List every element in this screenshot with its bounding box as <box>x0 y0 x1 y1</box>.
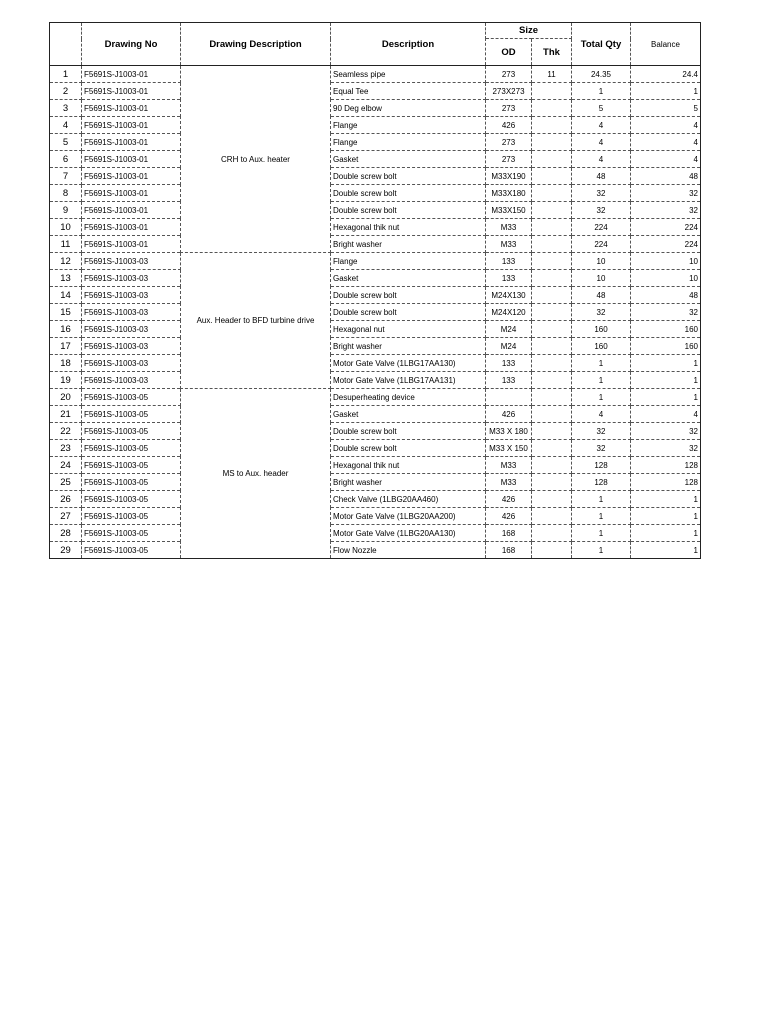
row-number: 24 <box>50 457 82 474</box>
row-number: 4 <box>50 117 82 134</box>
balance: 32 <box>631 202 701 219</box>
total-qty: 4 <box>572 151 631 168</box>
total-qty: 4 <box>572 406 631 423</box>
size-thk <box>532 83 572 100</box>
size-thk <box>532 406 572 423</box>
size-thk <box>532 389 572 406</box>
materials-table <box>49 22 701 559</box>
total-qty: 4 <box>572 117 631 134</box>
drawing-number: F5691S-J1003-01 <box>82 236 181 253</box>
size-thk <box>532 151 572 168</box>
row-number: 16 <box>50 321 82 338</box>
item-description: Flange <box>331 134 486 151</box>
item-description: Flange <box>331 253 486 270</box>
size-od: M24 <box>486 321 532 338</box>
row-number: 28 <box>50 525 82 542</box>
balance: 1 <box>631 508 701 525</box>
item-description: Gasket <box>331 151 486 168</box>
drawing-number: F5691S-J1003-03 <box>82 304 181 321</box>
total-qty: 160 <box>572 321 631 338</box>
size-od: M33X150 <box>486 202 532 219</box>
item-description: Motor Gate Valve (1LBG17AA130) <box>331 355 486 372</box>
item-description: Desuperheating device <box>331 389 486 406</box>
header-total-qty: Total Qty <box>572 23 631 66</box>
row-number: 18 <box>50 355 82 372</box>
total-qty: 1 <box>572 491 631 508</box>
size-od: 426 <box>486 491 532 508</box>
table-row <box>50 66 701 83</box>
item-description: Bright washer <box>331 474 486 491</box>
size-thk <box>532 185 572 202</box>
balance: 1 <box>631 355 701 372</box>
row-number: 20 <box>50 389 82 406</box>
header-drawing-description: Drawing Description <box>181 23 331 66</box>
total-qty: 224 <box>572 219 631 236</box>
balance: 4 <box>631 151 701 168</box>
size-od: M33 X 150 <box>486 440 532 457</box>
row-number: 29 <box>50 542 82 559</box>
item-description: Hexagonal thik nut <box>331 457 486 474</box>
size-thk <box>532 423 572 440</box>
item-description: Gasket <box>331 270 486 287</box>
balance: 224 <box>631 219 701 236</box>
size-od: 426 <box>486 117 532 134</box>
item-description: Motor Gate Valve (1LBG17AA131) <box>331 372 486 389</box>
item-description: Motor Gate Valve (1LBG20AA130) <box>331 525 486 542</box>
drawing-number: F5691S-J1003-05 <box>82 542 181 559</box>
size-thk <box>532 253 572 270</box>
table-row <box>50 100 701 117</box>
size-od: 168 <box>486 525 532 542</box>
size-od: M33 <box>486 219 532 236</box>
size-thk <box>532 372 572 389</box>
size-thk <box>532 134 572 151</box>
drawing-number: F5691S-J1003-05 <box>82 508 181 525</box>
table-row <box>50 236 701 253</box>
drawing-number: F5691S-J1003-05 <box>82 440 181 457</box>
table-row <box>50 457 701 474</box>
row-number: 22 <box>50 423 82 440</box>
drawing-number: F5691S-J1003-03 <box>82 372 181 389</box>
balance: 32 <box>631 423 701 440</box>
row-number: 1 <box>50 66 82 83</box>
drawing-number: F5691S-J1003-05 <box>82 423 181 440</box>
header-size: Size <box>486 23 572 39</box>
drawing-number: F5691S-J1003-03 <box>82 270 181 287</box>
size-od: M33 <box>486 474 532 491</box>
size-od: 133 <box>486 355 532 372</box>
balance: 5 <box>631 100 701 117</box>
size-od: M33X180 <box>486 185 532 202</box>
header-sno <box>50 23 82 66</box>
size-od: 426 <box>486 406 532 423</box>
drawing-number: F5691S-J1003-01 <box>82 202 181 219</box>
total-qty: 1 <box>572 83 631 100</box>
table-row <box>50 83 701 100</box>
size-thk <box>532 100 572 117</box>
size-od <box>486 389 532 406</box>
balance: 4 <box>631 117 701 134</box>
header-drawing-no: Drawing No <box>82 23 181 66</box>
table-row <box>50 372 701 389</box>
drawing-number: F5691S-J1003-03 <box>82 287 181 304</box>
row-number: 19 <box>50 372 82 389</box>
table-header <box>50 23 701 66</box>
header-description: Description <box>331 23 486 66</box>
size-thk <box>532 491 572 508</box>
size-od: M33X190 <box>486 168 532 185</box>
size-od: 133 <box>486 253 532 270</box>
header-balance: Balance <box>631 23 701 66</box>
table-row <box>50 440 701 457</box>
row-number: 12 <box>50 253 82 270</box>
item-description: Flow Nozzle <box>331 542 486 559</box>
drawing-number: F5691S-J1003-01 <box>82 185 181 202</box>
row-number: 15 <box>50 304 82 321</box>
item-description: Gasket <box>331 406 486 423</box>
size-thk <box>532 219 572 236</box>
drawing-number: F5691S-J1003-01 <box>82 168 181 185</box>
row-number: 17 <box>50 338 82 355</box>
drawing-description: Aux. Header to BFD turbine drive <box>181 253 331 389</box>
total-qty: 1 <box>572 355 631 372</box>
size-od: M24X130 <box>486 287 532 304</box>
drawing-number: F5691S-J1003-03 <box>82 355 181 372</box>
table-row <box>50 168 701 185</box>
drawing-number: F5691S-J1003-01 <box>82 151 181 168</box>
size-od: 133 <box>486 270 532 287</box>
item-description: Double screw bolt <box>331 423 486 440</box>
item-description: Double screw bolt <box>331 440 486 457</box>
item-description: Seamless pipe <box>331 66 486 83</box>
table-row <box>50 491 701 508</box>
balance: 24.4 <box>631 66 701 83</box>
total-qty: 224 <box>572 236 631 253</box>
item-description: Hexagonal thik nut <box>331 219 486 236</box>
drawing-number: F5691S-J1003-01 <box>82 100 181 117</box>
total-qty: 32 <box>572 202 631 219</box>
header-od: OD <box>486 39 532 66</box>
size-od: 168 <box>486 542 532 559</box>
balance: 4 <box>631 134 701 151</box>
table-row <box>50 355 701 372</box>
drawing-number: F5691S-J1003-01 <box>82 66 181 83</box>
table-row <box>50 423 701 440</box>
row-number: 14 <box>50 287 82 304</box>
total-qty: 32 <box>572 304 631 321</box>
table-row <box>50 219 701 236</box>
table-row <box>50 151 701 168</box>
table-row <box>50 321 701 338</box>
balance: 1 <box>631 83 701 100</box>
row-number: 21 <box>50 406 82 423</box>
item-description: Bright washer <box>331 236 486 253</box>
balance: 1 <box>631 525 701 542</box>
item-description: 90 Deg elbow <box>331 100 486 117</box>
item-description: Hexagonal nut <box>331 321 486 338</box>
row-number: 26 <box>50 491 82 508</box>
total-qty: 1 <box>572 542 631 559</box>
table-row <box>50 406 701 423</box>
drawing-number: F5691S-J1003-03 <box>82 253 181 270</box>
item-description: Double screw bolt <box>331 287 486 304</box>
drawing-number: F5691S-J1003-03 <box>82 321 181 338</box>
total-qty: 128 <box>572 457 631 474</box>
drawing-number: F5691S-J1003-05 <box>82 474 181 491</box>
total-qty: 4 <box>572 134 631 151</box>
size-thk <box>532 508 572 525</box>
drawing-number: F5691S-J1003-05 <box>82 457 181 474</box>
row-number: 11 <box>50 236 82 253</box>
balance: 1 <box>631 389 701 406</box>
size-od: 273 <box>486 66 532 83</box>
row-number: 8 <box>50 185 82 202</box>
size-thk <box>532 440 572 457</box>
row-number: 6 <box>50 151 82 168</box>
table-row <box>50 253 701 270</box>
table-row <box>50 542 701 559</box>
item-description: Double screw bolt <box>331 304 486 321</box>
size-thk <box>532 202 572 219</box>
balance: 128 <box>631 474 701 491</box>
size-od: 273X273 <box>486 83 532 100</box>
size-thk <box>532 236 572 253</box>
balance: 32 <box>631 440 701 457</box>
table-row <box>50 202 701 219</box>
size-thk <box>532 117 572 134</box>
balance: 10 <box>631 270 701 287</box>
total-qty: 24.35 <box>572 66 631 83</box>
size-od: 273 <box>486 151 532 168</box>
table-row <box>50 338 701 355</box>
size-thk <box>532 474 572 491</box>
size-thk <box>532 304 572 321</box>
drawing-number: F5691S-J1003-05 <box>82 389 181 406</box>
size-thk <box>532 542 572 559</box>
item-description: Flange <box>331 117 486 134</box>
total-qty: 1 <box>572 389 631 406</box>
total-qty: 10 <box>572 270 631 287</box>
row-number: 25 <box>50 474 82 491</box>
total-qty: 160 <box>572 338 631 355</box>
size-od: M33 <box>486 236 532 253</box>
drawing-number: F5691S-J1003-05 <box>82 491 181 508</box>
row-number: 3 <box>50 100 82 117</box>
table-row <box>50 287 701 304</box>
size-od: M33 X 180 <box>486 423 532 440</box>
balance: 48 <box>631 287 701 304</box>
size-thk: 11 <box>532 66 572 83</box>
drawing-number: F5691S-J1003-05 <box>82 525 181 542</box>
total-qty: 1 <box>572 508 631 525</box>
row-number: 9 <box>50 202 82 219</box>
table-row <box>50 474 701 491</box>
size-thk <box>532 355 572 372</box>
balance: 4 <box>631 406 701 423</box>
size-od: 426 <box>486 508 532 525</box>
balance: 1 <box>631 491 701 508</box>
size-od: 273 <box>486 134 532 151</box>
size-thk <box>532 457 572 474</box>
table-row <box>50 185 701 202</box>
size-thk <box>532 168 572 185</box>
balance: 1 <box>631 372 701 389</box>
size-thk <box>532 270 572 287</box>
item-description: Motor Gate Valve (1LBG20AA200) <box>331 508 486 525</box>
drawing-number: F5691S-J1003-05 <box>82 406 181 423</box>
item-description: Bright washer <box>331 338 486 355</box>
size-thk <box>532 287 572 304</box>
row-number: 7 <box>50 168 82 185</box>
size-thk <box>532 525 572 542</box>
size-od: 133 <box>486 372 532 389</box>
row-number: 23 <box>50 440 82 457</box>
drawing-description: MS to Aux. header <box>181 389 331 559</box>
balance: 128 <box>631 457 701 474</box>
size-od: M24 <box>486 338 532 355</box>
balance: 32 <box>631 304 701 321</box>
table-row <box>50 304 701 321</box>
balance: 224 <box>631 236 701 253</box>
total-qty: 32 <box>572 423 631 440</box>
row-number: 13 <box>50 270 82 287</box>
table-row <box>50 508 701 525</box>
row-number: 5 <box>50 134 82 151</box>
drawing-number: F5691S-J1003-01 <box>82 83 181 100</box>
table-body <box>50 66 701 559</box>
balance: 10 <box>631 253 701 270</box>
size-od: 273 <box>486 100 532 117</box>
balance: 160 <box>631 338 701 355</box>
size-od: M24X120 <box>486 304 532 321</box>
row-number: 27 <box>50 508 82 525</box>
table-row <box>50 389 701 406</box>
balance: 160 <box>631 321 701 338</box>
size-thk <box>532 338 572 355</box>
table-row <box>50 134 701 151</box>
item-description: Double screw bolt <box>331 185 486 202</box>
item-description: Double screw bolt <box>331 168 486 185</box>
total-qty: 1 <box>572 525 631 542</box>
total-qty: 128 <box>572 474 631 491</box>
drawing-number: F5691S-J1003-01 <box>82 219 181 236</box>
table-row <box>50 525 701 542</box>
drawing-number: F5691S-J1003-01 <box>82 117 181 134</box>
size-thk <box>532 321 572 338</box>
row-number: 10 <box>50 219 82 236</box>
balance: 32 <box>631 185 701 202</box>
total-qty: 32 <box>572 440 631 457</box>
header-thk: Thk <box>532 39 572 66</box>
table-row <box>50 270 701 287</box>
balance: 1 <box>631 542 701 559</box>
item-description: Equal Tee <box>331 83 486 100</box>
total-qty: 48 <box>572 287 631 304</box>
item-description: Double screw bolt <box>331 202 486 219</box>
total-qty: 32 <box>572 185 631 202</box>
total-qty: 5 <box>572 100 631 117</box>
item-description: Check Valve (1LBG20AA460) <box>331 491 486 508</box>
table-row <box>50 117 701 134</box>
total-qty: 48 <box>572 168 631 185</box>
size-od: M33 <box>486 457 532 474</box>
row-number: 2 <box>50 83 82 100</box>
total-qty: 1 <box>572 372 631 389</box>
drawing-number: F5691S-J1003-01 <box>82 134 181 151</box>
drawing-number: F5691S-J1003-03 <box>82 338 181 355</box>
balance: 48 <box>631 168 701 185</box>
total-qty: 10 <box>572 253 631 270</box>
drawing-description: CRH to Aux. heater <box>181 66 331 253</box>
